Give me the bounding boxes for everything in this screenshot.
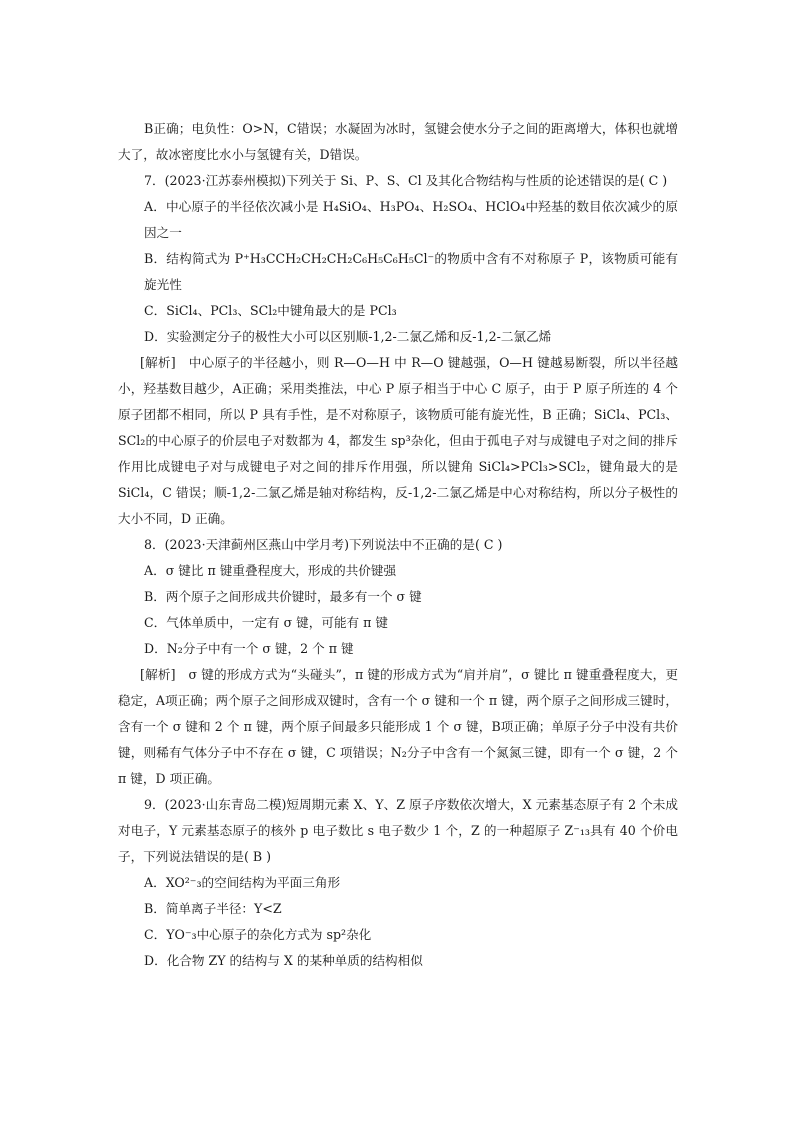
question-8-analysis: [解析] σ 键的形成方式为“头碰头”，π 键的形成方式为“肩并肩”，σ 键比 π 键重叠程度大，更稳定，A项正确；两个原子之间形成双键时，含有一个 σ 键和一个 π 键，两个原子之间形成三键时，含有一个 σ 键和 2 个 π 键，两个原子间最多只能形成 1 个 σ 键，B项正确；单原子分子中没有共价键，则稀有气体分子中不存在 σ 键，C 项错误；N₂分子中含有一个氮氮三键，即有一个 σ 键，2 个 π 键，D 项正确。: [118, 667, 678, 786]
question-8-option-d: D．N₂分子中有一个 σ 键，2 个 π 键: [144, 641, 354, 656]
question-9-option-a: A．XO²⁻₃的空间结构为平面三角形: [144, 875, 341, 890]
question-7-option-d: D．实验测定分子的极性大小可以区别顺-1,2-二氯乙烯和反-1,2-二氯乙烯: [144, 329, 552, 344]
question-7-stem: 7．(2023·江苏泰州模拟)下列关于 Si、P、S、Cl 及其化合物结构与性质的论述错误的是( C ): [144, 173, 668, 188]
question-9-option-d: D．化合物 ZY 的结构与 X 的某种单质的结构相似: [144, 953, 423, 968]
answer-continuation: B正确；电负性：O>N，C错误；水凝固为冰时，氢键会使水分子之间的距离增大，体积也就增大了，故冰密度比水小与氢键有关，D错误。: [118, 121, 678, 162]
question-7-option-b: B．结构简式为 P⁺H₃CCH₂CH₂CH₂C₆H₅C₆H₅Cl⁻的物质中含有不对称原子 P，该物质可能有旋光性: [144, 251, 678, 292]
question-9-stem: 9．(2023·山东青岛二模)短周期元素 X、Y、Z 原子序数依次增大，X 元素基态原子有 2 个未成对电子，Y 元素基态原子的核外 p 电子数比 s 电子数少 1 个，Z 的一种超原子 Z⁻₁₃具有 40 个价电子，下列说法错误的是( B ): [118, 797, 678, 864]
question-7-option-c: C．SiCl₄、PCl₃、SCl₂中键角最大的是 PCl₃: [144, 303, 397, 318]
question-9-option-b: B．简单离子半径：Y<Z: [144, 901, 282, 916]
question-7-analysis: [解析] 中心原子的半径越小，则 R—O—H 中 R—O 键越强，O—H 键越易断裂，所以半径越小，羟基数目越少，A正确；采用类推法，中心 P 原子相当于中心 C 原子，由于 P 原子所连的 4 个原子团都不相同，所以 P 具有手性，是不对称原子，该物质可能有旋光性，B 正确；SiCl₄、PCl₃、SCl₂的中心原子的价层电子对数都为 4，都发生 sp³杂化，但由于孤电子对与成键电子对之间的排斥作用比成键电子对与成键电子对之间的排斥作用强，所以键角 SiCl₄>PCl₃>SCl₂，键角最大的是 SiCl₄，C 错误；顺-1,2-二氯乙烯是轴对称结构，反-1,2-二氯乙烯是中心对称结构，所以分子极性的大小不同，D 正确。: [118, 355, 678, 526]
question-8-option-c: C．气体单质中，一定有 σ 键，可能有 π 键: [144, 615, 389, 630]
question-9-option-c: C．YO⁻₃中心原子的杂化方式为 sp²杂化: [144, 927, 372, 942]
question-8-option-a: A．σ 键比 π 键重叠程度大，形成的共价键强: [144, 563, 397, 578]
question-8-option-b: B．两个原子之间形成共价键时，最多有一个 σ 键: [144, 589, 422, 604]
document-body: [118, 116, 678, 974]
question-7-option-a: A．中心原子的半径依次减小是 H₄SiO₄、H₃PO₄、H₂SO₄、HClO₄中羟基的数目依次减少的原因之一: [144, 199, 678, 240]
question-8-stem: 8．(2023·天津蓟州区燕山中学月考)下列说法中不正确的是( C ): [144, 537, 503, 552]
